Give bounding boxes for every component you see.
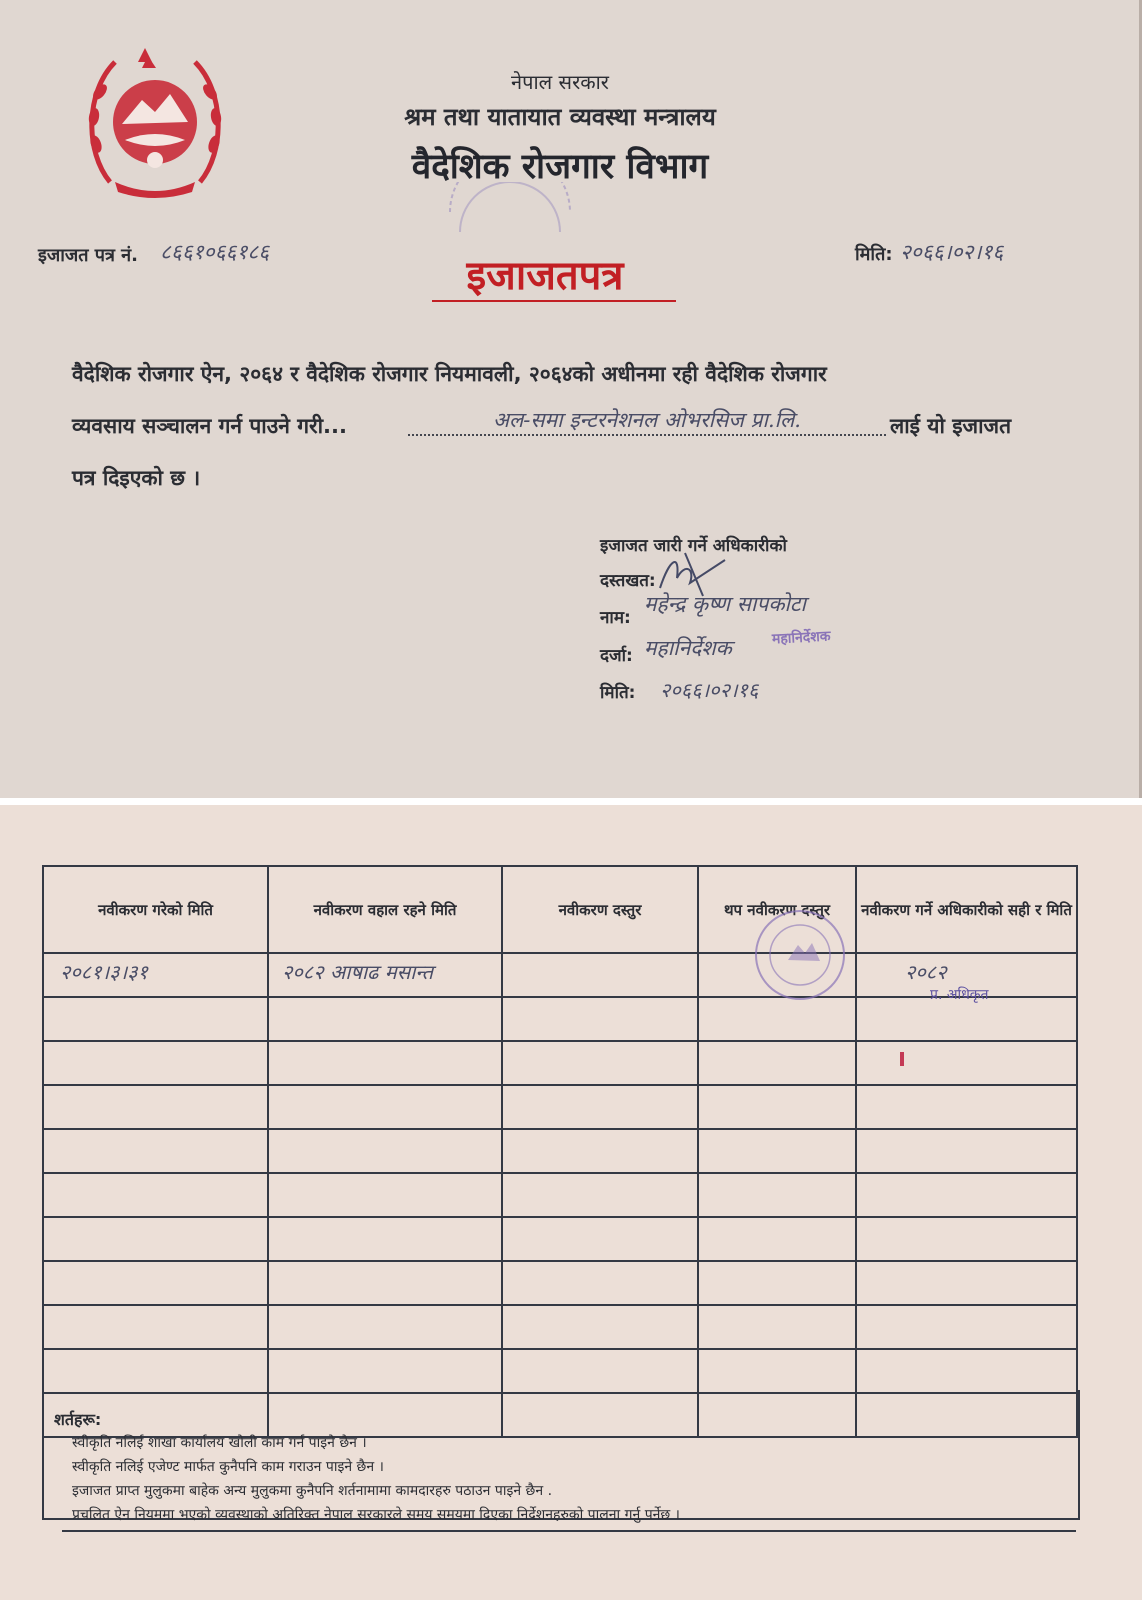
table-cell [502,1041,698,1085]
table-cell [502,1261,698,1305]
table-header-row [43,866,1077,953]
body-line-1: वैदेशिक रोजगार ऐन, २०६४ र वैदेशिक रोजगार नियमावली, २०६४को अधीनमा रही वैदेशिक रोजगार [72,362,827,386]
table-cell [698,1217,856,1261]
table-cell [43,1305,268,1349]
table-cell [268,1305,502,1349]
table-cell [268,997,502,1041]
table-row [43,1173,1077,1217]
permit-number-value: ८६६१०६६१८६ [160,240,270,264]
valid-until-value: २०८२ आषाढ मसान्त [282,960,433,984]
table-cell [43,1041,268,1085]
body-line-2-prefix: व्यवसाय सञ्चालन गर्न पाउने गरी... [72,414,347,438]
condition-item: प्रचलित ऐन नियममा भएको व्यवस्थाको अतिरिक्त नेपाल सरकारले समय समयमा दिएका निर्देशनहरुको पालना गर्नु पर्नेछ । [72,1507,680,1523]
table-cell [268,1173,502,1217]
table-cell [268,1261,502,1305]
permit-number-label: इजाजत पत्र नं. [38,245,138,266]
table-cell [698,1305,856,1349]
name-label: नाम: [600,608,631,628]
table-cell [856,1041,1077,1085]
table-cell [502,997,698,1041]
table-cell [502,1349,698,1393]
table-cell [856,1173,1077,1217]
rank-stamp: महानिर्देशक [771,628,831,648]
table-cell [698,1261,856,1305]
permit-title: इजाजतपत्र [466,253,624,299]
table-cell [502,1173,698,1217]
table-row [43,997,1077,1041]
table-cell [268,1085,502,1129]
condition-item: स्वीकृति नलिई शाखा कार्यालय खोली काम गर्न पाइने छैन । [72,1435,367,1451]
conditions-title: शर्तहरू: [54,1410,102,1429]
renewal-table [42,865,1078,1438]
body-line-3: पत्र दिइएको छ । [72,466,201,490]
permit-front [0,0,1142,798]
table-cell [43,997,268,1041]
header-extra-fee: थप नवीकरण दस्तुर [698,866,856,953]
authority-signature-date: २०८२ [905,960,947,984]
signatory-date-value: २०६६।०२।१६ [660,678,759,702]
rank-label: दर्जा: [600,646,633,666]
table-row [43,1349,1077,1393]
red-ink-mark [900,1052,904,1066]
signatory-name: महेन्द्र कृष्ण सापकोटा [644,592,806,616]
table-cell [856,1085,1077,1129]
table-cell [856,1261,1077,1305]
table-cell [856,1217,1077,1261]
authority-title-stamp: प्र. अधिकृत [930,987,989,1003]
table-cell [502,953,698,997]
condition-item: इजाजत प्राप्त मुलुकमा बाहेक अन्य मुलुकमा कुनैपनि शर्तनामामा कामदारहरु पठाउन पाइने छैन . [72,1483,553,1499]
table-row [43,1041,1077,1085]
signature-label: दस्तखत: [600,571,656,591]
body-line-2-suffix: लाई यो इजाजत [890,414,1012,438]
table-cell [43,1173,268,1217]
table-cell [43,1129,268,1173]
table-row [43,1305,1077,1349]
table-row [43,1129,1077,1173]
table-cell [43,1261,268,1305]
bottom-border [62,1530,1076,1532]
table-cell [502,1085,698,1129]
table-cell [43,1085,268,1129]
table-cell [698,1349,856,1393]
issue-date-value: २०६६।०२।१६ [900,240,1004,264]
renewal-date-value: २०८१।३।३१ [60,960,148,984]
signatory-rank: महानिर्देशक [644,636,732,660]
issue-date-label: मिति: [855,244,893,265]
table-cell [856,1349,1077,1393]
company-name: अल-समा इन्टरनेशनल ओभरसिज प्रा.लि. [408,406,886,436]
table-cell [268,1217,502,1261]
table-cell [502,1305,698,1349]
title-underline [432,300,676,302]
table-row [43,1085,1077,1129]
table-cell [43,1349,268,1393]
table-cell [856,1305,1077,1349]
table-cell [502,1217,698,1261]
table-cell [268,1041,502,1085]
table-cell [698,1129,856,1173]
table-cell [268,1129,502,1173]
table-cell [698,1173,856,1217]
table-cell [268,1349,502,1393]
header-valid-until: नवीकरण वहाल रहने मिति [268,866,502,953]
table-row [43,1217,1077,1261]
department-stamp-icon [440,182,580,252]
nepal-emblem-icon [80,42,230,200]
header-renewal-fee: नवीकरण दस्तुर [502,866,698,953]
signatory-heading: इजाजत जारी गर्ने अधिकारीको [600,536,787,556]
condition-item: स्वीकृति नलिई एजेण्ट मार्फत कुनैपनि काम गराउन पाइने छैन । [72,1459,384,1475]
signatory-date-label: मिति: [600,683,636,703]
department-name: वैदेशिक रोजगार विभाग [411,147,709,187]
table-cell [698,1085,856,1129]
department-stamp-icon [750,905,850,1025]
header-authority-signature: नवीकरण गर्ने अधिकारीको सही र मिति [856,866,1077,953]
table-row [43,1261,1077,1305]
conditions-box [42,1390,1080,1520]
table-cell [502,1129,698,1173]
header-renewal-date: नवीकरण गरेको मिति [43,866,268,953]
table-cell [43,1217,268,1261]
table-cell [856,1129,1077,1173]
government-name: नेपाल सरकार [511,70,609,94]
ministry-name: श्रम तथा यातायात व्यवस्था मन्त्रालय [404,103,716,131]
table-cell [698,1041,856,1085]
